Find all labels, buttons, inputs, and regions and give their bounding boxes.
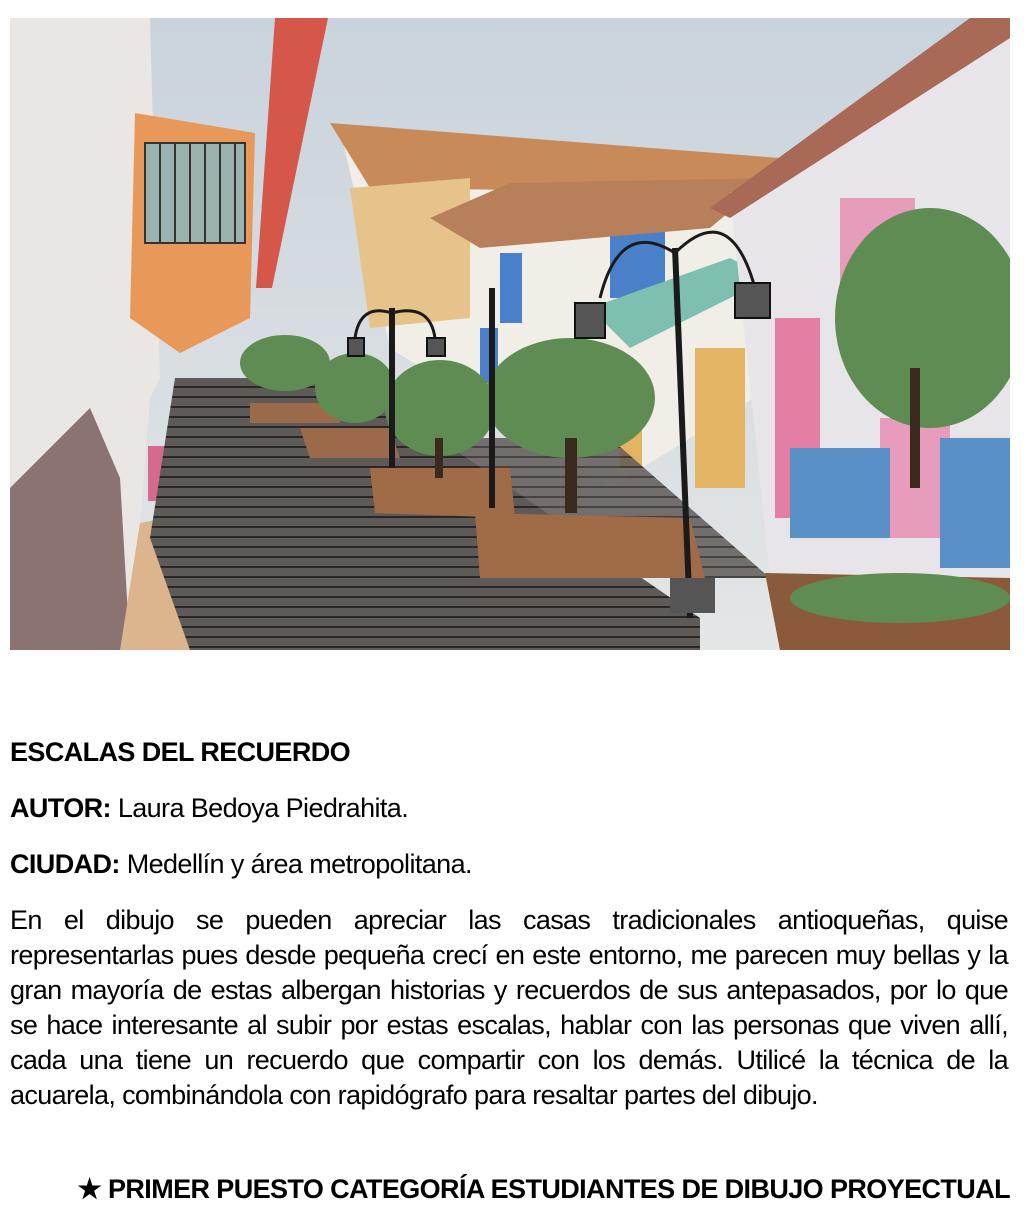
author-line	[10, 791, 1008, 825]
artwork-description: En el dibujo se pueden apreciar las casas tradicionales antioqueñas, quise representarlas pues desde pequeña crecí en este entorno, me parecen muy bellas y la gran mayoría de estas albergan historias y recuerdos de sus antepasados, por lo que se hace interesante al subir por estas escalas, hablar con las personas que viven allí, cada una tiene un recuerdo que compartir con los demás. Utilicé la técnica de la acuarela, combinándola con rapidógrafo para resaltar partes del dibujo.	[10, 905, 1008, 1110]
city-label: CIUDAD:	[10, 849, 120, 879]
artwork-image	[10, 18, 1010, 650]
artwork-title: ESCALAS DEL RECUERDO	[10, 737, 351, 767]
street-stairs-illustration	[10, 18, 1010, 650]
text-block	[10, 735, 1008, 1113]
author-label: AUTOR:	[10, 793, 111, 823]
award-text: PRIMER PUESTO CATEGORÍA ESTUDIANTES DE DIBUJO PROYECTUAL	[108, 1174, 1010, 1204]
city-name: Medellín y área metropolitana.	[126, 849, 472, 879]
city-line	[10, 847, 1008, 881]
author-name: Laura Bedoya Piedrahita.	[117, 793, 409, 823]
star-icon: ★	[77, 1174, 102, 1204]
award-line	[77, 1172, 1010, 1206]
